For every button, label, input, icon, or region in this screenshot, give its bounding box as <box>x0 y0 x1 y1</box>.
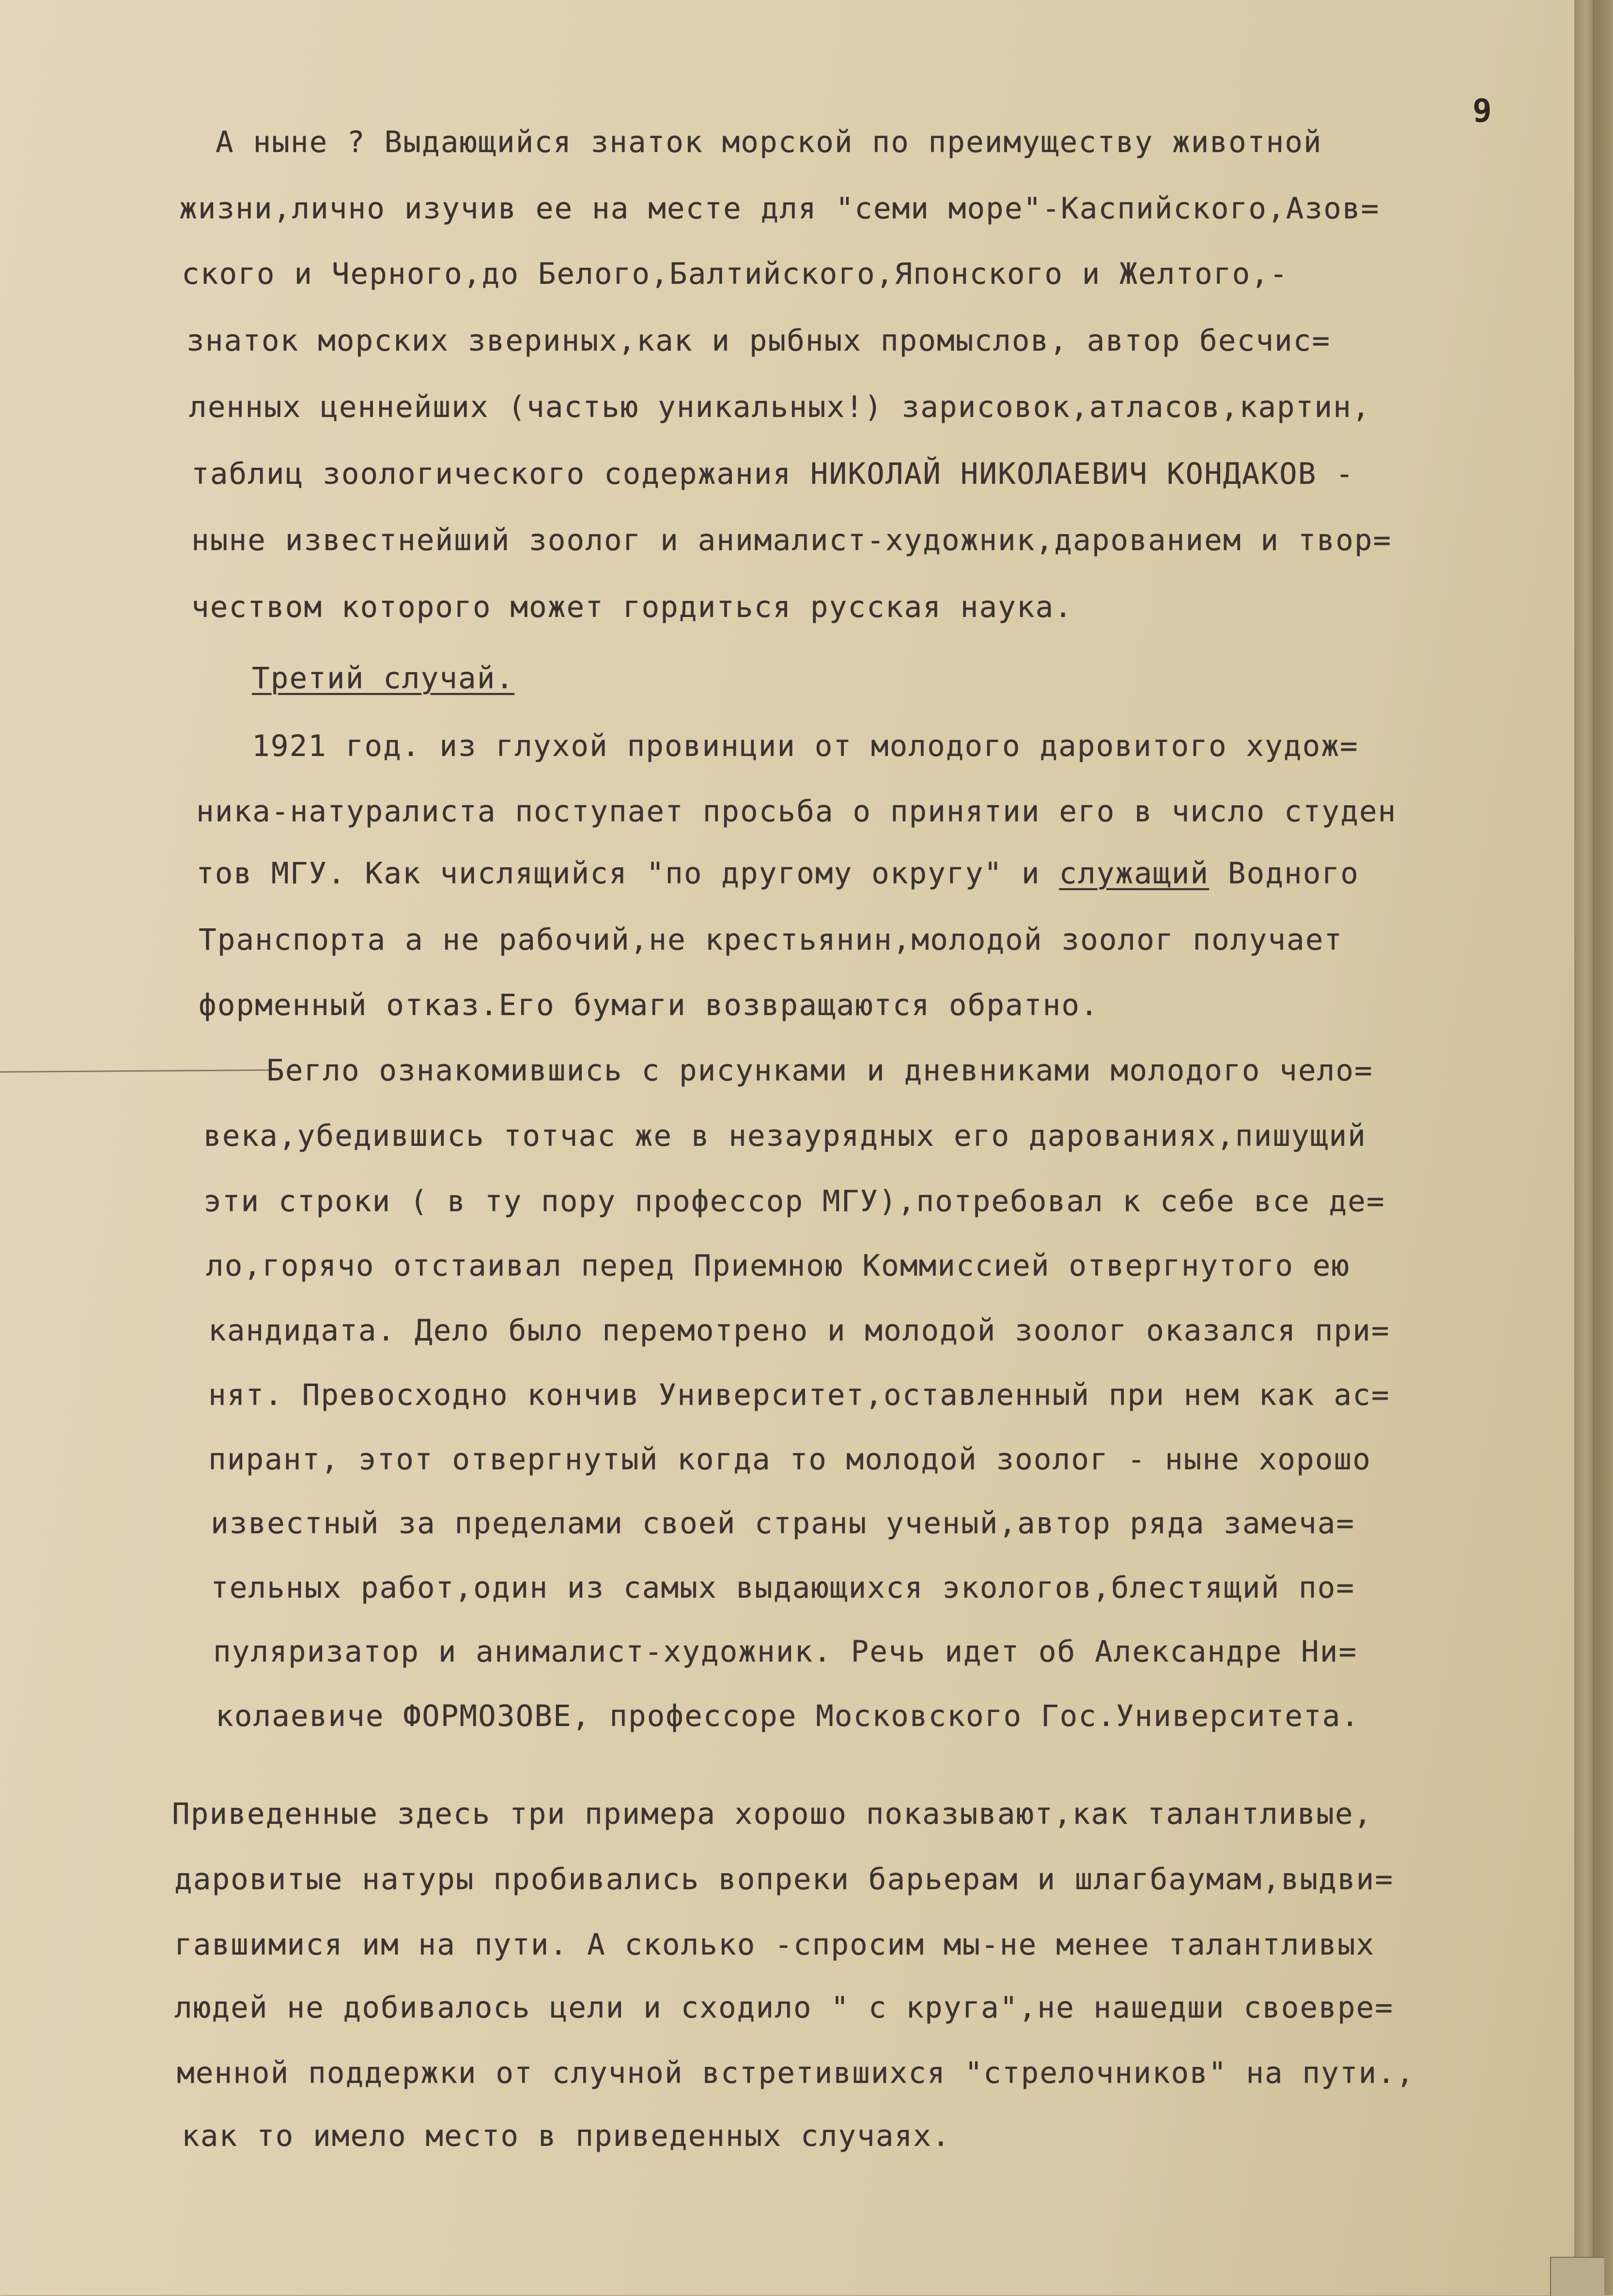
text-line: ленных ценнейших (частью уникальных!) зарисовок,атласов,картин, <box>189 390 1371 424</box>
text-line: форменный отказ.Его бумаги возвращаются обратно. <box>199 988 1099 1022</box>
page-number: 9 <box>1473 92 1492 129</box>
text-line: таблиц зоологического содержания НИКОЛАЙ НИКОЛАЕВИЧ КОНДАКОВ - <box>191 457 1354 491</box>
text-line: Приведенные здесь три примера хорошо показывают,как талантливые, <box>172 1797 1373 1831</box>
text-line: известный за пределами своей страны ученый,автор ряда замеча= <box>211 1506 1355 1541</box>
binding-tab <box>1550 2257 1604 2296</box>
page-edge-shadow <box>1593 0 1595 2295</box>
text-line: даровитые натуры пробивались вопреки барьерам и шлагбаумам,выдви= <box>174 1862 1394 1896</box>
text-line: пирант, этот отвергнутый когда то молодой зоолог - ныне хорошо <box>208 1442 1371 1477</box>
text-line: жизни,лично изучив ее на месте для "семи море"-Каспийского,Азов= <box>179 191 1380 226</box>
text-line: ныне известнейший зоолог и анималист-художник,дарованием и твор= <box>191 523 1392 557</box>
text-line: А ныне ? Выдающийся знаток морской по преимуществу животной <box>216 125 1322 159</box>
text-line: Транспорта а не рабочий,не крестьянин,молодой зоолог получает <box>199 923 1343 957</box>
underlined-word: служащий <box>1059 856 1210 891</box>
text-fragment: тов МГУ. Как числящийся "по другому округу" и <box>196 856 1059 891</box>
text-line: эти строки ( в ту пору профессор МГУ),потребовал к себе все де= <box>203 1184 1385 1218</box>
text-line: колаевиче ФОРМОЗОВЕ, профессоре Московского Гос.Университета. <box>216 1699 1360 1733</box>
text-line: как то имело место в приведенных случаях. <box>182 2119 951 2153</box>
text-line: чеством которого может гордиться русская наука. <box>191 590 1073 624</box>
text-line: знаток морских звериных,как и рыбных промыслов, автор бесчис= <box>186 324 1331 358</box>
text-line <box>196 856 1359 891</box>
text-line: пуляризатор и анималист-художник. Речь идет об Александре Ни= <box>213 1634 1358 1669</box>
text-line: Бегло ознакомившись с рисунками и дневниками молодого чело= <box>266 1053 1373 1088</box>
text-line: века,убедившись тотчас же в незаурядных его дарованиях,пишущий <box>203 1119 1366 1153</box>
text-line: тельных работ,один из самых выдающихся экологов,блестящий по= <box>211 1571 1355 1605</box>
text-line: ского и Черного,до Белого,Балтийского,Японского и Желтого,- <box>182 257 1288 291</box>
text-line: ло,горячо отстаивал перед Приемною Коммиссией отвергнутого ею <box>206 1248 1350 1283</box>
section-heading: Третий случай. <box>252 661 515 695</box>
text-fragment: Водного <box>1209 856 1359 891</box>
text-line: 1921 год. из глухой провинции от молодого даровитого худож= <box>252 729 1359 763</box>
text-line: гавшимися им на пути. А сколько -спросим мы-не менее талантливых <box>174 1927 1375 1962</box>
text-line: кандидата. Дело было перемотрено и молодой зоолог оказался при= <box>208 1313 1390 1348</box>
text-line: менной поддержки от случной встретившихся "стрелочников" на пути., <box>177 2056 1415 2090</box>
text-line: ника-натуралиста поступает просьба о принятии его в число студен <box>196 794 1397 829</box>
text-line: нят. Превосходно кончив Университет,оставленный при нем как ас= <box>208 1378 1390 1412</box>
text-line: людей не добивалось цели и сходило " с круга",не нашедши своевре= <box>174 1990 1394 2025</box>
